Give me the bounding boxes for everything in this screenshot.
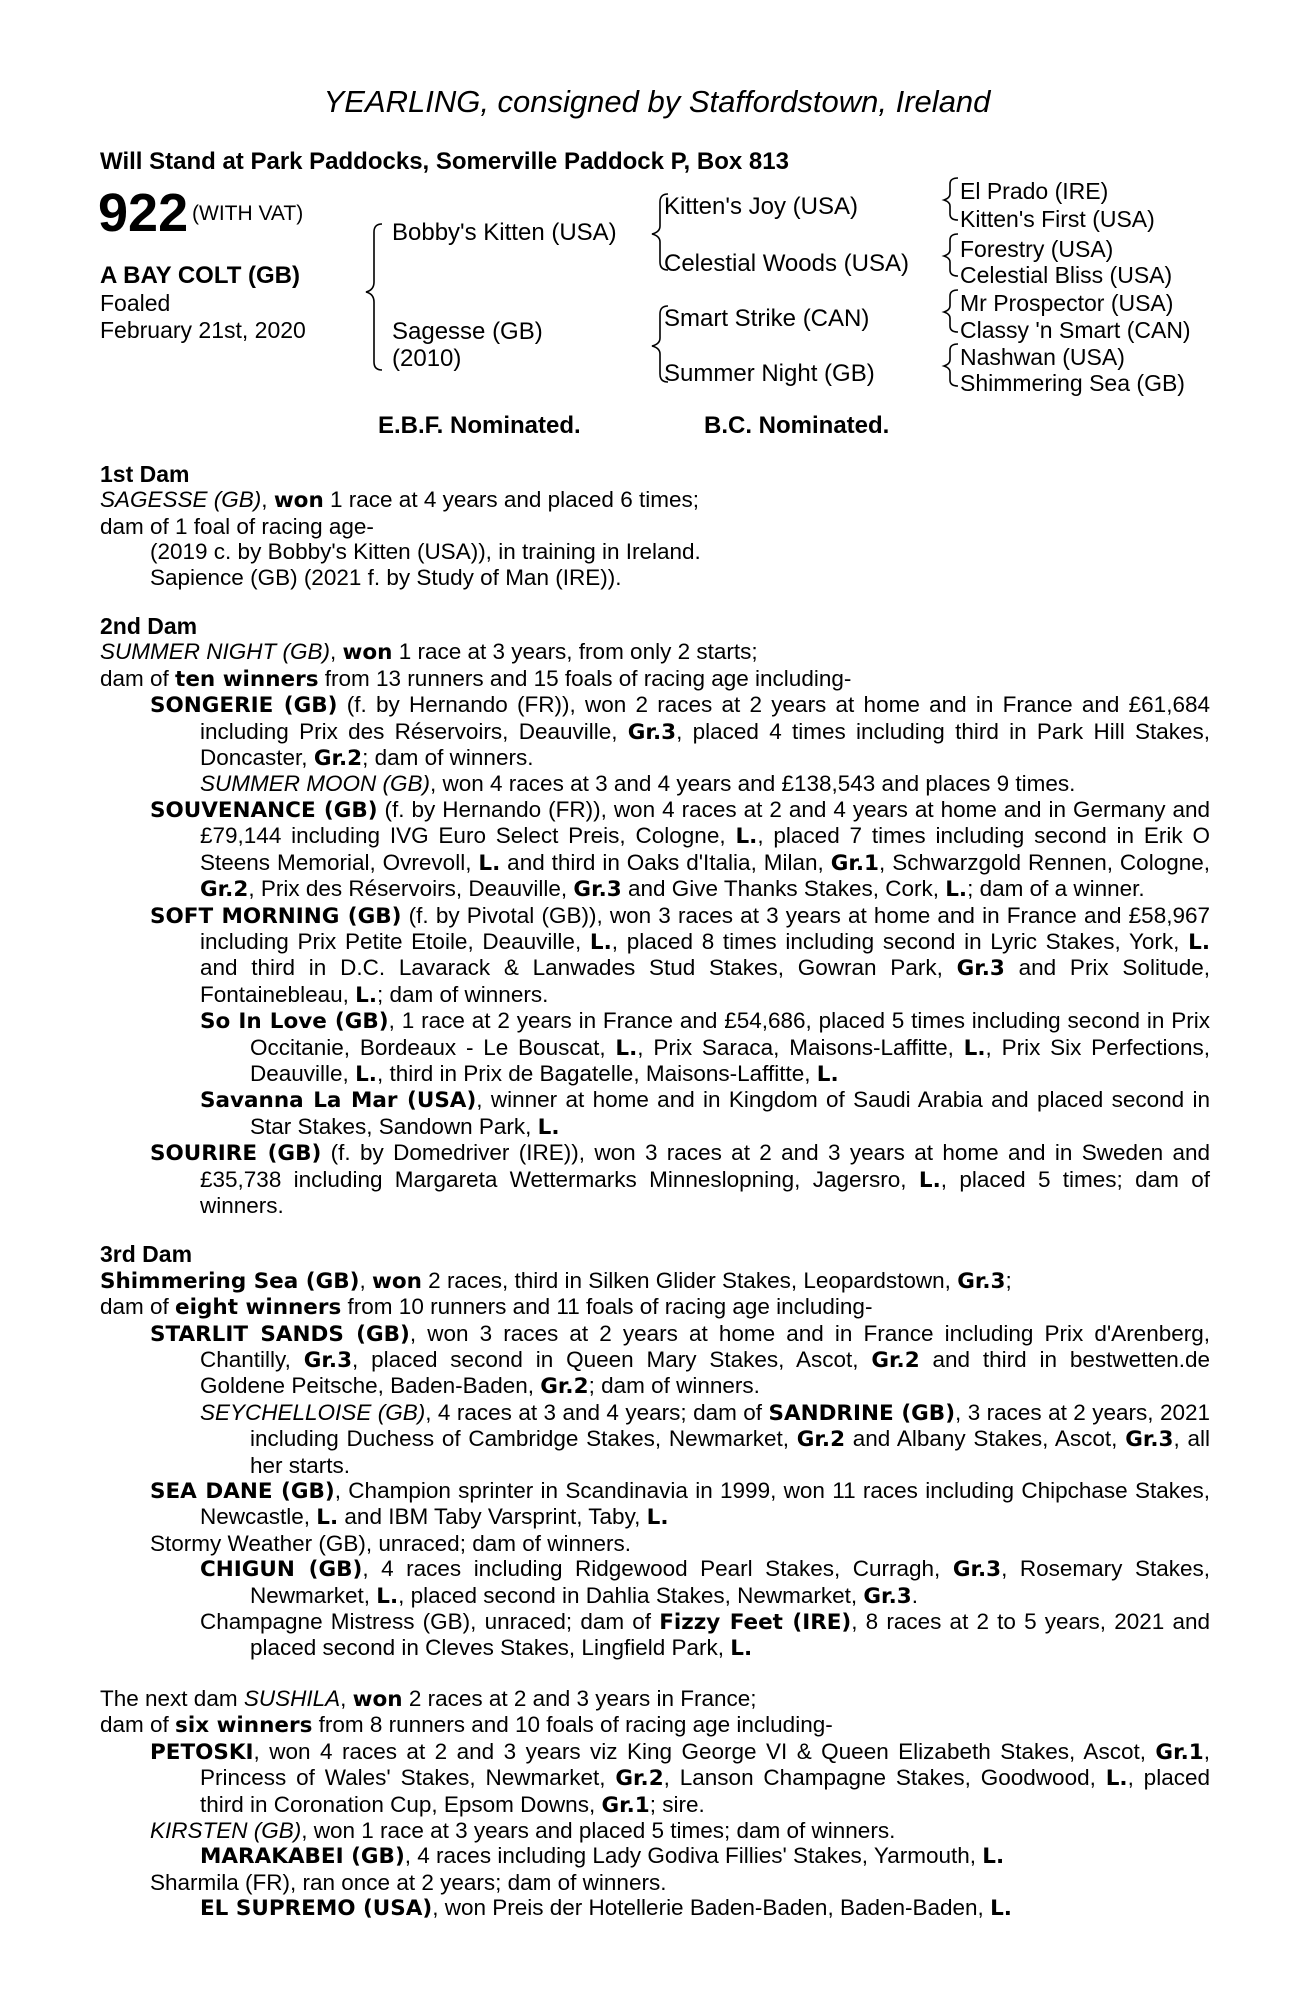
dam-dam-sire: Nashwan (USA)	[960, 344, 1125, 370]
lot-description: A BAY COLT (GB)	[100, 262, 301, 289]
second-dam-heading: 2nd Dam	[100, 613, 198, 640]
produce-so-in-love: So In Love (GB), 1 race at 2 years in France and £54,686, placed 5 times including second in Prix Occitanie, Bordeaux - Le Bouscat, L., Prix Saraca, Maisons-Laffitte, L., Prix Six Perfections, Deauville, L., third in Prix de Bagatelle, Maisons-Laffitte, L.	[200, 1008, 1210, 1087]
first-dam-foal-2: Sapience (GB) (2021 f. by Study of Man (IRE)).	[150, 564, 622, 590]
produce-petoski: PETOSKI, won 4 races at 2 and 3 years viz King George VI & Queen Elizabeth Stakes, Ascot, Gr.1, Princess of Wales' Stakes, Newmarket, Gr.2, Lanson Champagne Stakes, Goodwood, L., placed third in Coronation Cup, Epsom Downs, Gr.1; sire.	[150, 1738, 1210, 1818]
sire-sire: Kitten's Joy (USA)	[664, 193, 858, 220]
produce-el-supremo: EL SUPREMO (USA), won Preis der Hotellerie Baden-Baden, Baden-Baden, L.	[200, 1895, 1012, 1922]
first-dam-line: SAGESSE (GB), won 1 race at 4 years and placed 6 times;	[100, 487, 699, 514]
third-dam-line: Shimmering Sea (GB), won 2 races, third in Silken Glider Stakes, Leopardstown, Gr.3;	[100, 1267, 1012, 1294]
second-dam-line: SUMMER NIGHT (GB), won 1 race at 3 years, from only 2 starts;	[100, 639, 758, 666]
first-dam-heading: 1st Dam	[100, 461, 190, 487]
third-dam-heading: 3rd Dam	[100, 1241, 193, 1268]
lot-number: 922	[98, 183, 189, 243]
produce-souvenance: SOUVENANCE (GB) (f. by Hernando (FR)), won 4 races at 2 and 4 years at home and in Germany and £79,144 including IVG Euro Select Preis, Cologne, L., placed 7 times including second in Erik O Steens Memorial, Ovrevoll, L. and third in Oaks d'Italia, Milan, Gr.1, Schwarzgold Rennen, Cologne, Gr.2, Prix des Réservoirs, Deauville, Gr.3 and Give Thanks Stakes, Cork, L.; dam of a winner.	[150, 796, 1211, 903]
first-dam-foal-1: (2019 c. by Bobby's Kitten (USA)), in training in Ireland.	[150, 539, 701, 565]
produce-marakabei: MARAKABEI (GB), 4 races including Lady Godiva Fillies' Stakes, Yarmouth, L.	[200, 1843, 1005, 1870]
vat-note: (WITH VAT)	[192, 202, 304, 225]
catalogue-header: YEARLING, consigned by Staffordstown, Ireland	[323, 84, 991, 119]
bc-nomination: B.C. Nominated.	[704, 412, 890, 439]
sire-dam: Celestial Woods (USA)	[664, 250, 909, 277]
sire: Bobby's Kitten (USA)	[392, 219, 617, 246]
stand-location: Will Stand at Park Paddocks, Somerville Paddock P, Box 813	[100, 148, 789, 175]
dam-dam-dam: Shimmering Sea (GB)	[960, 370, 1185, 396]
dam-dam: Summer Night (GB)	[664, 360, 875, 387]
third-dam-produce-intro: dam of eight winners from 10 runners and 11 foals of racing age including-	[100, 1294, 873, 1321]
dam-year: (2010)	[392, 345, 462, 372]
dam: Sagesse (GB)	[392, 318, 543, 345]
dam-sire-sire: Mr Prospector (USA)	[960, 290, 1174, 316]
produce-champagne-mistress: Champagne Mistress (GB), unraced; dam of Fizzy Feet (IRE), 8 races at 2 to 5 years, 2021 and placed second in Cleves Stakes, Lingfield Park, L.	[200, 1609, 1210, 1662]
first-dam-produce-intro: dam of 1 foal of racing age-	[100, 513, 374, 539]
produce-chigun: CHIGUN (GB), 4 races including Ridgewood Pearl Stakes, Curragh, Gr.3, Rosemary Stakes, Newmarket, L., placed second in Dahlia Stakes, Newmarket, Gr.3.	[200, 1556, 1210, 1609]
produce-seychelloise: SEYCHELLOISE (GB), 4 races at 3 and 4 years; dam of SANDRINE (GB), 3 races at 2 years, 2021 including Duchess of Cambridge Stakes, Newmarket, Gr.2 and Albany Stakes, Ascot, Gr.3, all her starts.	[200, 1399, 1211, 1478]
sire-sire-sire: El Prado (IRE)	[960, 178, 1109, 204]
dam-sire-dam: Classy 'n Smart (CAN)	[960, 317, 1191, 343]
dam-sire: Smart Strike (CAN)	[664, 305, 870, 332]
next-dam-line: The next dam SUSHILA, won 2 races at 2 and 3 years in France;	[100, 1685, 757, 1712]
sire-sire-dam: Kitten's First (USA)	[960, 206, 1155, 232]
produce-soft-morning: SOFT MORNING (GB) (f. by Pivotal (GB)), won 3 races at 3 years at home and in France and £58,967 including Prix Petite Etoile, Deauville, L., placed 8 times including second in Lyric Stakes, York, L. and third in D.C. Lavarack & Lanwades Stud Stakes, Gowran Park, Gr.3 and Prix Solitude, Fontainebleau, L.; dam of winners.	[150, 902, 1211, 1008]
foaled-label: Foaled	[100, 290, 171, 316]
second-dam-produce-intro: dam of ten winners from 13 runners and 15 foals of racing age including-	[100, 665, 852, 692]
ebf-nomination: E.B.F. Nominated.	[378, 412, 581, 439]
pedigree-notes	[100, 462, 1210, 1922]
produce-starlit-sands: STARLIT SANDS (GB), won 3 races at 2 years at home and in France including Prix d'Arenberg, Chantilly, Gr.3, placed second in Queen Mary Stakes, Ascot, Gr.2 and third in bestwetten.de Goldene Peitsche, Baden-Baden, Gr.2; dam of winners.	[150, 1320, 1210, 1400]
sire-dam-sire: Forestry (USA)	[960, 236, 1114, 262]
sire-dam-dam: Celestial Bliss (USA)	[960, 262, 1173, 288]
produce-sea-dane: SEA DANE (GB), Champion sprinter in Scandinavia in 1999, won 11 races including Chipchase Stakes, Newcastle, L. and IBM Taby Varsprint, Taby, L.	[150, 1478, 1210, 1531]
produce-summer-moon: SUMMER MOON (GB), won 4 races at 3 and 4 years and £138,543 and places 9 times.	[200, 771, 1076, 797]
produce-songerie: SONGERIE (GB) (f. by Hernando (FR)), won 2 races at 2 years at home and in France and £61,684 including Prix des Réservoirs, Deauville, Gr.3, placed 4 times including third in Park Hill Stakes, Doncaster, Gr.2; dam of winners.	[150, 692, 1210, 772]
foaled-date: February 21st, 2020	[100, 317, 306, 343]
next-dam-produce-intro: dam of six winners from 8 runners and 10 foals of racing age including-	[100, 1712, 833, 1739]
produce-sharmila: Sharmila (FR), ran once at 2 years; dam of winners.	[150, 1869, 667, 1895]
produce-sourire: SOURIRE (GB) (f. by Domedriver (IRE)), won 3 races at 2 and 3 years at home and in Sweden and £35,738 including Margareta Wettermarks Minneslopning, Jagersro, L., placed 5 times; dam of winners.	[150, 1140, 1210, 1218]
produce-kirsten: KIRSTEN (GB), won 1 race at 3 years and placed 5 times; dam of winners.	[150, 1817, 896, 1843]
produce-savanna-la-mar: Savanna La Mar (USA), winner at home and in Kingdom of Saudi Arabia and placed second in Star Stakes, Sandown Park, L.	[200, 1087, 1211, 1140]
produce-stormy-weather: Stormy Weather (GB), unraced; dam of winners.	[150, 1530, 632, 1556]
